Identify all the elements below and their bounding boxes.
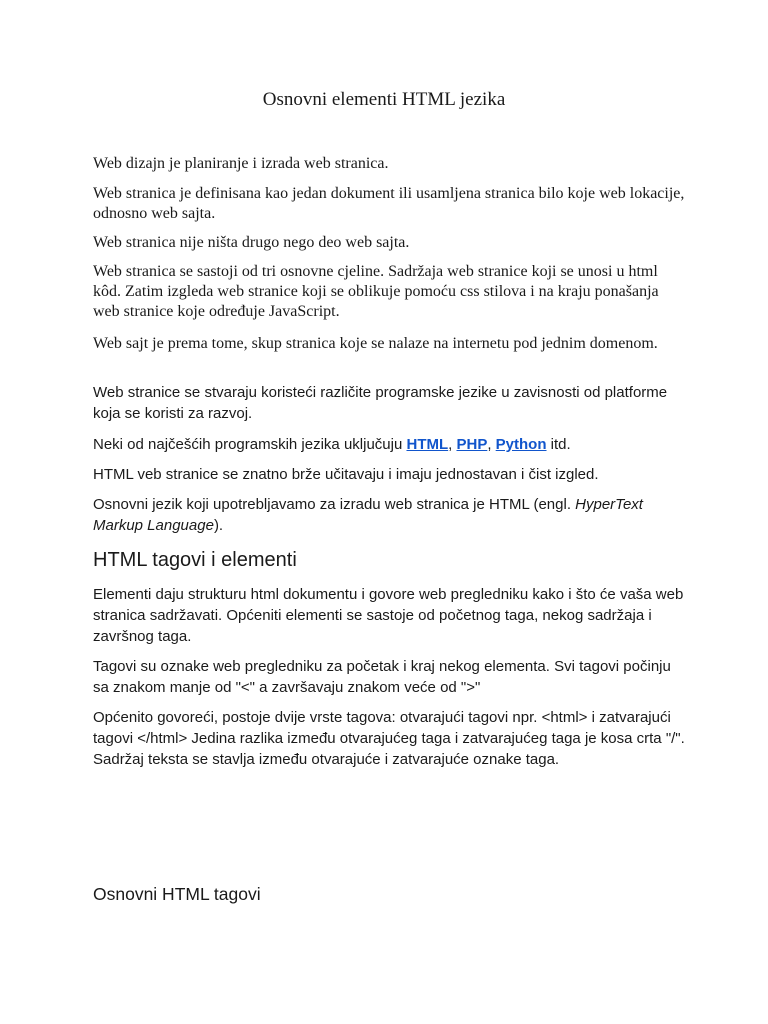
platforms-paragraph: Web stranice se stvaraju koristeći različite programske jezike u zavisnosti od platforme koja se koristi za razvoj. — [93, 384, 668, 422]
section-paragraph-1: Elementi daju strukturu html dokumentu i govore web pregledniku kako i što će vaša web stranica sadržavati. Općeniti elementi se sastoje od početnog taga, nekog sadržaja i završnog taga. — [93, 586, 684, 645]
languages-suffix: itd. — [546, 436, 571, 453]
languages-sep-1: , — [448, 436, 457, 453]
document-title: Osnovni elementi HTML jezika — [262, 89, 506, 110]
intro-paragraph-4: Web stranica se sastoji od tri osnovne cjeline. Sadržaja web stranice koji se unosi u html kôd. Zatim izgleda web stranice koji se oblikuje pomoću css stilova i na kraju ponašanja web stranice koje određuje JavaScript. — [93, 263, 659, 320]
link-python[interactable]: Python — [495, 436, 547, 453]
basic-language-suffix: ). — [213, 517, 224, 534]
intro-paragraph-2: Web stranica je definisana kao jedan dokument ili usamljena stranica bilo koje web lokacije, odnosno web sajta. — [93, 185, 685, 222]
subsection-heading: Osnovni HTML tagovi — [93, 884, 261, 904]
section-paragraph-3: Općenito govoreći, postoje dvije vrste tagova: otvarajući tagovi npr. <html> i zatvarajući tagovi </html> Jedina razlika između otvarajućeg taga i zatvarajućeg taga je kosa crta "/". Sadržaj teksta se stavlja između otvarajuće i zatvarajuće oznake taga. — [93, 709, 685, 768]
basic-language-italic: HyperText Markup Language — [93, 496, 643, 534]
section-paragraph-2: Tagovi su oznake web pregledniku za početak i kraj nekog elementa. Svi tagovi počinju sa znakom manje od "<" a završavaju znakom veće od ">" — [93, 658, 671, 696]
html-fast-paragraph: HTML veb stranice se znatno brže učitavaju i imaju jednostavan i čist izgled. — [93, 466, 599, 483]
intro-paragraph-5: Web sajt je prema tome, skup stranica koje se nalaze na internetu pod jednim domenom. — [93, 335, 658, 352]
languages-sep-2: , — [487, 436, 496, 453]
languages-paragraph — [93, 434, 685, 455]
basic-language-paragraph — [93, 494, 685, 536]
section-heading: HTML tagovi i elementi — [93, 549, 297, 571]
languages-prefix: Neki od najčešćih programskih jezika uključuju — [93, 436, 407, 453]
link-php[interactable]: PHP — [456, 436, 488, 453]
intro-paragraph-1: Web dizajn je planiranje i izrada web stranica. — [93, 155, 389, 172]
basic-language-prefix: Osnovni jezik koji upotrebljavamo za izradu web stranica je HTML (engl. — [93, 496, 576, 513]
link-html[interactable]: HTML — [406, 436, 449, 453]
intro-paragraph-3: Web stranica nije ništa drugo nego deo web sajta. — [93, 234, 410, 251]
